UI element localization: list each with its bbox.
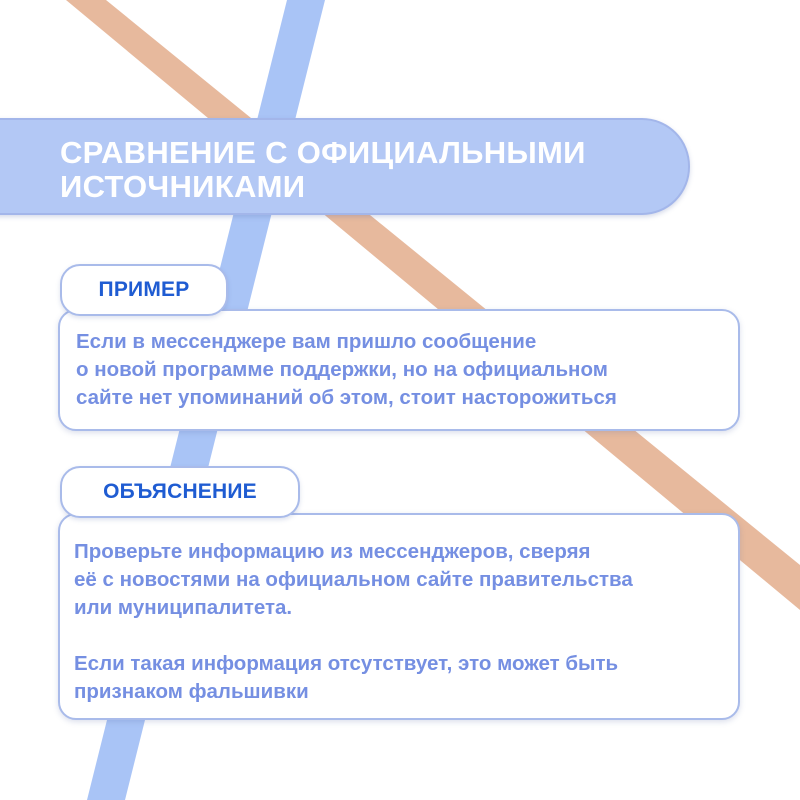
explanation-text-line: признаком фальшивки: [74, 680, 309, 703]
example-card: [58, 309, 740, 431]
example-text-line: Если в мессенджере вам пришло сообщение: [76, 330, 537, 353]
explanation-label: ОБЪЯСНЕНИЕ: [60, 466, 300, 518]
explanation-text: [74, 538, 633, 706]
example-label: ПРИМЕР: [60, 264, 228, 316]
explanation-text-line: или муниципалитета.: [74, 596, 293, 619]
example-text-line: о новой программе поддержки, но на официальном: [76, 358, 608, 381]
example-text-line: сайте нет упоминаний об этом, стоит насторожиться: [76, 386, 617, 409]
explanation-text-line: Проверьте информацию из мессенджеров, сверяя: [74, 540, 591, 563]
title-banner: [0, 118, 690, 215]
page-title-line-1: СРАВНЕНИЕ С ОФИЦИАЛЬНЫМИ: [60, 135, 586, 170]
page-title-line-2: ИСТОЧНИКАМИ: [60, 169, 306, 204]
page-title: [60, 136, 650, 204]
explanation-text-line: Если такая информация отсутствует, это может быть: [74, 652, 619, 675]
example-text: [76, 328, 617, 412]
explanation-text-line: её с новостями на официальном сайте правительства: [74, 568, 633, 591]
explanation-card: [58, 513, 740, 720]
